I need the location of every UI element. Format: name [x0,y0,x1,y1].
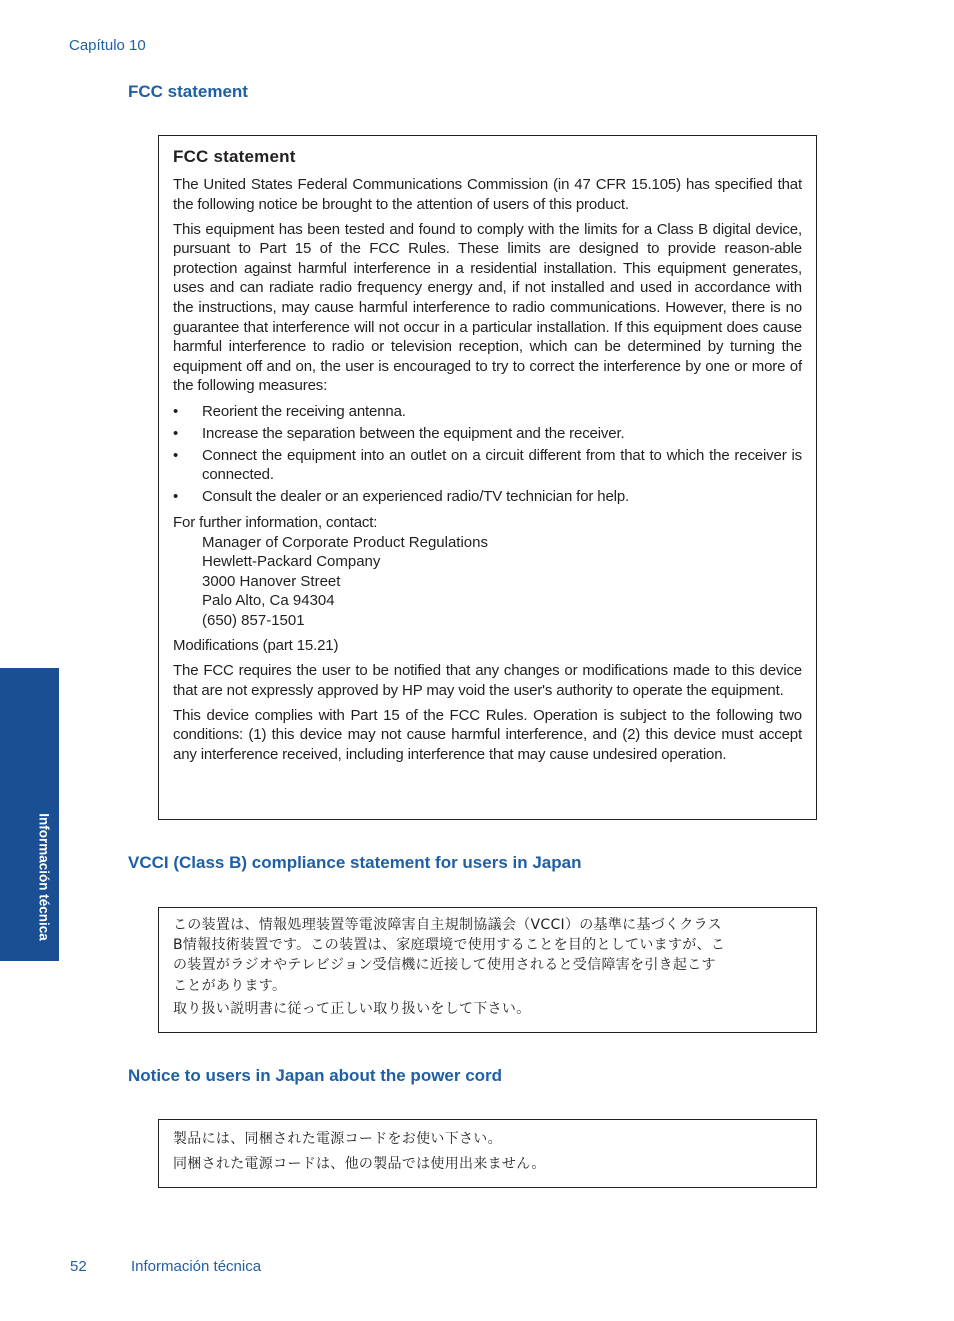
vcci-instruction: 取り扱い説明書に従って正しい取り扱いをして下さい。 [173,1000,531,1017]
page-number: 52 [70,1258,87,1275]
contact-line: (650) 857-1501 [202,611,305,629]
contact-line: Hewlett-Packard Company [202,553,381,571]
power-cord-section-heading: Notice to users in Japan about the power cord [128,1066,503,1085]
bullet-icon: • [173,488,179,506]
vcci-statement-box [158,907,817,1033]
fcc-body-paragraph: This equipment has been tested and found to comply with the limits for a Class B digital device, pursuant to Part 15 of the FCC Rules. These limits are designed to provide reason-able protection against harmful interference in a residential installation. This equipment generates, uses and can radiate radio frequency energy and, if not installed and used in accordance with the instructions, may cause harmful interference to radio communications. However, there is no guarantee that interference will not occur in a particular installation. If this equipment does cause harmful interference to radio or television reception, which can be determined by turning the equipment off and on, the user is encouraged to try to correct the interference by one or more of the following measures: [173,220,802,395]
bullet-icon: • [173,402,179,420]
modifications-paragraph: The FCC requires the user to be notified that any changes or modifications made to this device that are not expressly approved by HP may void the user's authority to operate the equipment. [173,662,802,699]
vcci-line: B情報技術装置です。この装置は、家庭環境で使用することを目的としていますが、こ [173,937,726,954]
contact-address [173,533,802,631]
power-cord-notice-box [158,1119,817,1188]
vcci-line: の装置がラジオやテレビジョン受信機に近接して使用されると受信障害を引き起こす [173,957,716,974]
footer-section-title: Información técnica [131,1258,262,1275]
fcc-intro-paragraph: The United States Federal Communications Commission (in 47 CFR 15.105) has specified that the following notice be brought to the attention of users of this product. [173,176,802,213]
contact-intro: For further information, contact: [173,514,378,531]
modifications-heading: Modifications (part 15.21) [173,637,339,655]
vcci-line: この装置は、情報処理装置等電波障害自主規制協議会（VCCI）の基準に基づくクラス [173,917,722,933]
bullet-icon: • [173,424,179,442]
chapter-label: Capítulo 10 [69,37,146,54]
fcc-statement-box [158,135,817,820]
contact-line: 3000 Hanover Street [202,572,341,590]
measure-text: Reorient the receiving antenna. [202,402,406,420]
measure-text: Increase the separation between the equipment and the receiver. [202,424,625,442]
power-cord-line-2: 同梱された電源コードは、他の製品では使用出来ません。 [173,1156,546,1172]
vcci-line: ことがあります。 [173,977,287,994]
side-tab-label: Información técnica [36,813,52,941]
measure-text: Consult the dealer or an experienced radio/TV technician for help. [202,488,630,506]
compliance-paragraph: This device complies with Part 15 of the FCC Rules. Operation is subject to the following two conditions: (1) this device may not cause harmful interference, and (2) this device must accept any interference received, including interference that may cause undesired operation. [173,706,802,764]
power-cord-line-1: 製品には、同梱された電源コードをお使い下さい。 [173,1131,502,1147]
fcc-section-heading: FCC statement [128,82,248,101]
list-item [173,487,802,507]
vcci-statement [173,915,804,996]
list-item [173,446,802,485]
list-item [173,424,802,444]
measure-text: Connect the equipment into an outlet on a circuit different from that to which the receiver is connected. [202,446,802,484]
vcci-section-heading: VCCI (Class B) compliance statement for users in Japan [128,853,582,872]
contact-line: Palo Alto, Ca 94304 [202,592,335,610]
contact-line: Manager of Corporate Product Regulations [202,533,488,551]
list-item [173,402,802,422]
bullet-icon: • [173,446,179,464]
fcc-box-title: FCC statement [173,147,296,166]
fcc-measures-list [173,402,802,507]
